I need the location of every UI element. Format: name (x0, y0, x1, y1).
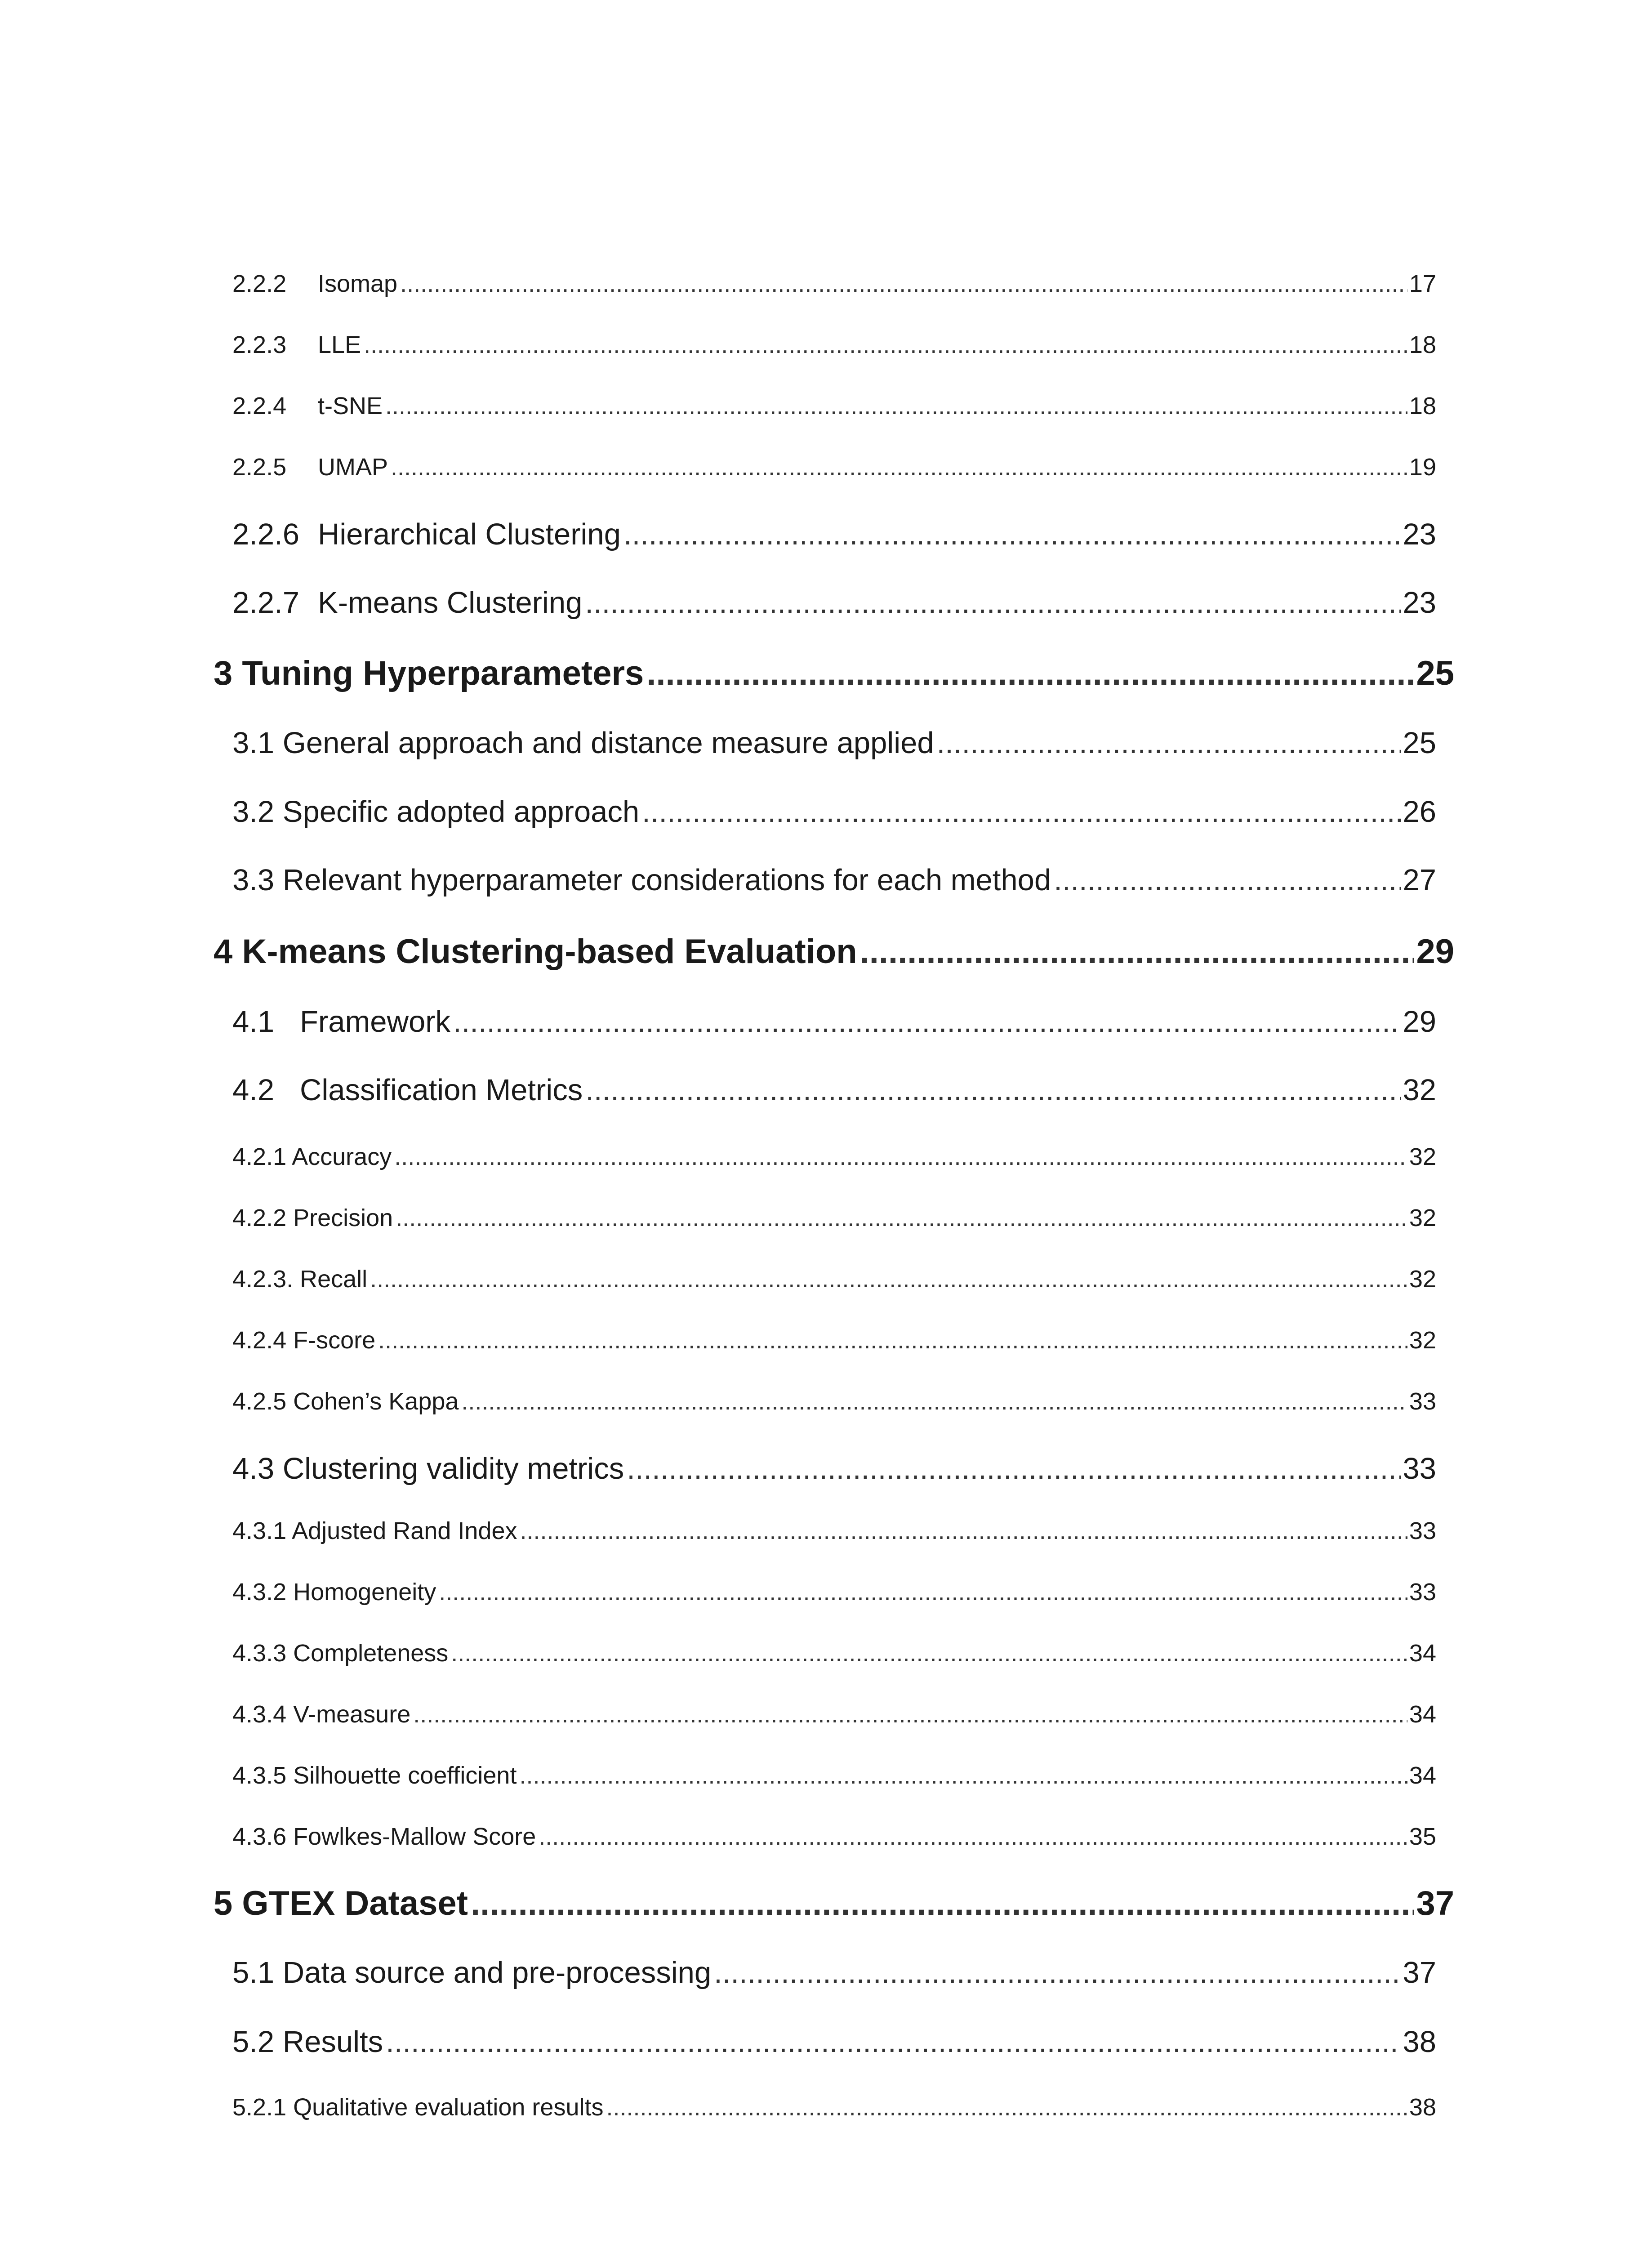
dot-leader (439, 1578, 1407, 1606)
dot-leader (364, 331, 1407, 359)
toc-entry-5-2-1[interactable] (232, 2093, 1436, 2121)
toc-entry-title: t-SNE (318, 393, 383, 419)
dot-leader (520, 1517, 1407, 1545)
dot-leader (451, 1639, 1407, 1667)
dot-leader (606, 2093, 1407, 2121)
dot-leader (396, 1204, 1407, 1232)
toc-entry-title: 5.1 Data source and pre-processing (232, 1956, 712, 1989)
toc-entry-4-3-2[interactable] (232, 1578, 1436, 1606)
dot-leader (391, 453, 1407, 481)
toc-entry-page: 37 (1416, 1884, 1454, 1922)
toc-entry-title: 5 GTEX Dataset (214, 1884, 468, 1922)
toc-entry-4-3-6[interactable] (232, 1823, 1436, 1851)
toc-entry-label (232, 1073, 583, 1107)
dot-leader (394, 1143, 1407, 1171)
toc-entry-4-2-5[interactable] (232, 1387, 1436, 1415)
dot-leader (623, 517, 1401, 552)
toc-entry-4-2-3[interactable] (232, 1265, 1436, 1293)
toc-entry-label (232, 392, 383, 420)
toc-entry-title: 4.2.5 Cohen’s Kappa (232, 1388, 459, 1415)
toc-entry-title: 4.3.4 V-measure (232, 1701, 411, 1728)
toc-entry-page: 34 (1409, 1640, 1436, 1667)
toc-entry-title: 4.3 Clustering validity metrics (232, 1452, 624, 1485)
toc-entry-title: 4.2.2 Precision (232, 1204, 393, 1231)
toc-entry-4-2-2[interactable] (232, 1204, 1436, 1232)
dot-leader (539, 1823, 1407, 1851)
toc-entry-page: 38 (1409, 2094, 1436, 2121)
toc-entry-page: 26 (1403, 795, 1436, 829)
dot-leader (378, 1326, 1407, 1354)
dot-leader (519, 1762, 1407, 1789)
dot-leader (370, 1265, 1407, 1293)
toc-entry-title: 3.2 Specific adopted approach (232, 795, 640, 829)
dot-leader (461, 1387, 1407, 1415)
toc-entry-label (232, 517, 621, 552)
toc-entry-page: 25 (1403, 726, 1436, 760)
dot-leader (400, 270, 1407, 298)
toc-entry-title: 4.3.3 Completeness (232, 1640, 449, 1667)
toc-entry-title: 4.3.6 Fowlkes-Mallow Score (232, 1823, 536, 1850)
toc-entry-title: 4.2.3. Recall (232, 1266, 368, 1293)
toc-entry-page: 27 (1403, 863, 1436, 897)
toc-entry-3-2[interactable] (232, 794, 1436, 829)
toc-entry-label (232, 453, 388, 481)
toc-entry-5-2[interactable] (232, 2025, 1436, 2059)
toc-entry-4-3-3[interactable] (232, 1639, 1436, 1667)
toc-entry-page: 29 (1416, 932, 1454, 971)
dot-leader (937, 726, 1401, 760)
toc-entry-page: 32 (1403, 1073, 1436, 1107)
dot-leader (642, 794, 1401, 829)
toc-entry-page: 33 (1409, 1579, 1436, 1606)
dot-leader (1054, 863, 1401, 897)
toc-entry-3-3[interactable] (232, 863, 1436, 897)
toc-entry-number: 2.2.6 (232, 517, 300, 551)
toc-entry-3-1[interactable] (232, 726, 1436, 760)
dot-leader (385, 392, 1407, 420)
toc-entry-page: 32 (1409, 1204, 1436, 1231)
toc-entry-page: 19 (1409, 454, 1436, 481)
dot-leader (627, 1451, 1401, 1486)
toc-entry-page: 23 (1403, 586, 1436, 620)
toc-entry-title: Framework (300, 1005, 451, 1039)
dot-leader (860, 932, 1415, 971)
toc-entry-title: 5.2.1 Qualitative evaluation results (232, 2094, 604, 2121)
toc-entry-number: 4.2 (232, 1073, 275, 1107)
toc-entry-page: 37 (1403, 1956, 1436, 1989)
toc-entry-page: 23 (1403, 517, 1436, 551)
toc-entry-title: 4 K-means Clustering-based Evaluation (214, 932, 857, 971)
toc-entry-page: 32 (1409, 1327, 1436, 1354)
toc-entry-title: 4.3.5 Silhouette coefficient (232, 1762, 517, 1789)
toc-entry-2-2-6[interactable] (232, 517, 1436, 552)
toc-entry-page: 18 (1409, 393, 1436, 419)
dot-leader (471, 1884, 1414, 1923)
toc-entry-page: 33 (1403, 1452, 1436, 1485)
toc-entry-title: 4.3.2 Homogeneity (232, 1579, 436, 1606)
toc-chapter-3[interactable] (214, 654, 1454, 693)
toc-entry-2-2-3[interactable] (232, 331, 1436, 359)
toc-entry-title: UMAP (318, 454, 388, 481)
toc-entry-2-2-2[interactable] (232, 270, 1436, 298)
toc-entry-page: 17 (1409, 270, 1436, 297)
toc-entry-number: 2.2.5 (232, 454, 287, 481)
toc-entry-title: 3.3 Relevant hyperparameter considerations for each method (232, 863, 1051, 897)
toc-entry-number: 2.2.4 (232, 393, 287, 419)
toc-entry-2-2-7[interactable] (232, 585, 1436, 620)
toc-entry-page: 34 (1409, 1701, 1436, 1728)
toc-entry-title: 5.2 Results (232, 2025, 383, 2059)
toc-entry-title: Isomap (318, 270, 398, 297)
toc-entry-4-2[interactable] (232, 1073, 1436, 1107)
toc-entry-page: 32 (1409, 1266, 1436, 1293)
toc-entry-page: 33 (1409, 1517, 1436, 1544)
dot-leader (714, 1955, 1401, 1990)
dot-leader (413, 1700, 1407, 1728)
toc-entry-4-3-1[interactable] (232, 1517, 1436, 1545)
toc-entry-page: 34 (1409, 1762, 1436, 1789)
toc-entry-4-3-5[interactable] (232, 1762, 1436, 1789)
dot-leader (386, 2025, 1401, 2059)
toc-entry-label (232, 585, 582, 620)
dot-leader (585, 1073, 1401, 1107)
toc-entry-title: Hierarchical Clustering (318, 517, 621, 551)
toc-entry-page: 33 (1409, 1388, 1436, 1415)
toc-chapter-5[interactable] (214, 1884, 1454, 1923)
toc-entry-4-2-4[interactable] (232, 1326, 1436, 1354)
toc-chapter-4[interactable] (214, 932, 1454, 971)
toc-entry-page: 32 (1409, 1143, 1436, 1170)
toc-entry-page: 38 (1403, 2025, 1436, 2059)
toc-entry-4-3[interactable] (232, 1451, 1436, 1486)
toc-entry-2-2-5[interactable] (232, 453, 1436, 481)
dot-leader (585, 585, 1401, 620)
toc-entry-label (232, 331, 361, 359)
toc-entry-page: 35 (1409, 1823, 1436, 1850)
dot-leader (453, 1004, 1401, 1039)
toc-entry-number: 2.2.7 (232, 586, 300, 620)
toc-entry-number: 4.1 (232, 1005, 275, 1039)
toc-entry-title: 4.2.1 Accuracy (232, 1143, 392, 1170)
toc-entry-title: LLE (318, 331, 361, 358)
toc-entry-title: K-means Clustering (318, 586, 583, 620)
toc-entry-4-1[interactable] (232, 1004, 1436, 1039)
toc-entry-5-1[interactable] (232, 1955, 1436, 1990)
toc-entry-label (232, 1004, 450, 1039)
toc-entry-4-2-1[interactable] (232, 1143, 1436, 1171)
toc-entry-number: 2.2.3 (232, 331, 287, 358)
toc-entry-number: 2.2.2 (232, 270, 287, 297)
toc-entry-page: 29 (1403, 1005, 1436, 1039)
toc-entry-label (232, 270, 397, 298)
toc-entry-page: 25 (1416, 654, 1454, 692)
toc-entry-2-2-4[interactable] (232, 392, 1436, 420)
toc-entry-4-3-4[interactable] (232, 1700, 1436, 1728)
toc-entry-title: 4.3.1 Adjusted Rand Index (232, 1517, 517, 1544)
toc-entry-title: Classification Metrics (300, 1073, 583, 1107)
toc-entry-title: 3.1 General approach and distance measure applied (232, 726, 934, 760)
toc-entry-title: 4.2.4 F-score (232, 1327, 376, 1354)
dot-leader (646, 654, 1414, 693)
toc-entry-title: 3 Tuning Hyperparameters (214, 654, 644, 692)
toc-entry-page: 18 (1409, 331, 1436, 358)
